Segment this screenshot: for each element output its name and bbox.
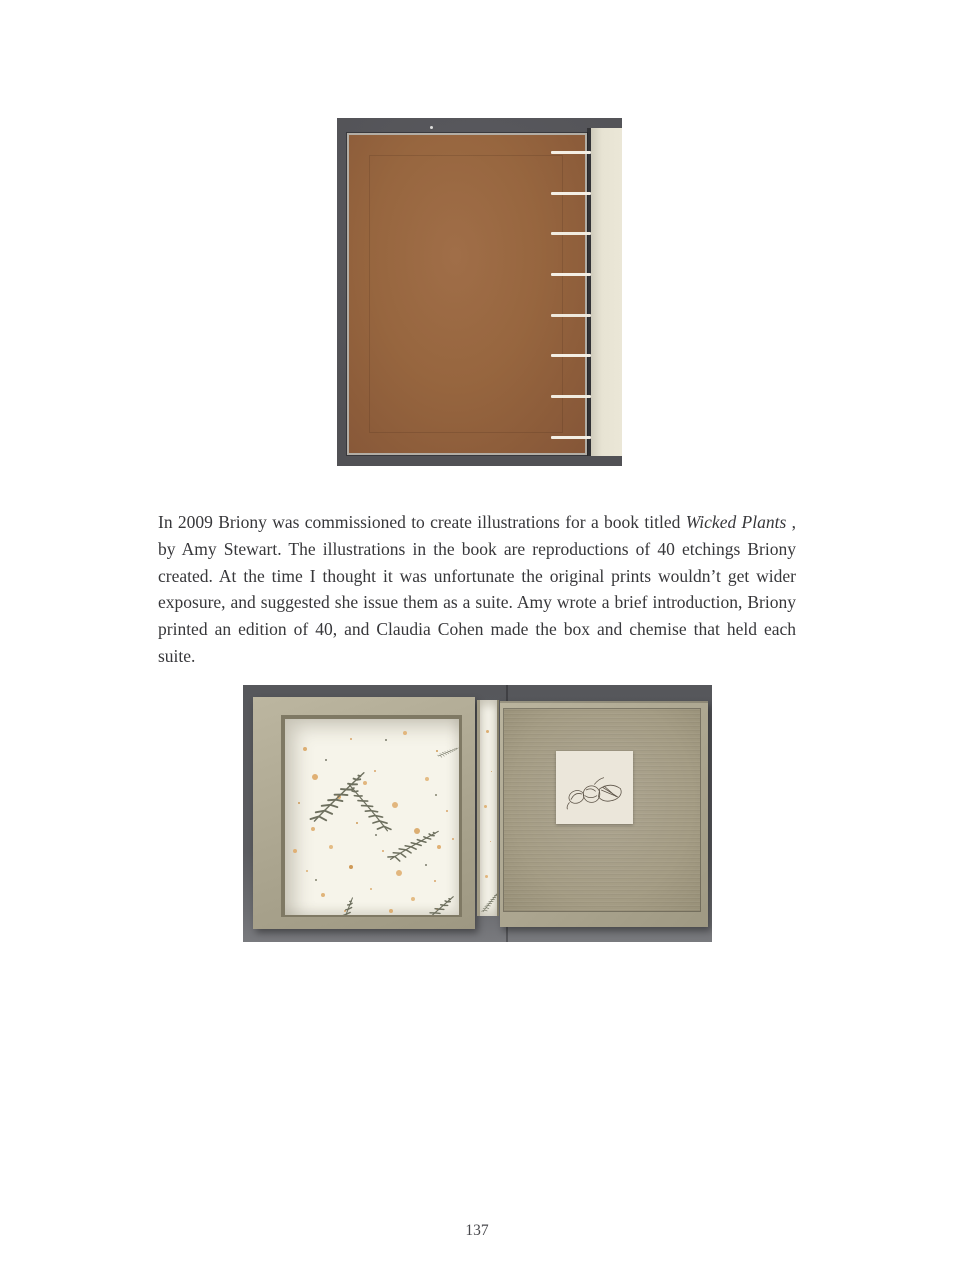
book-cover-leather xyxy=(349,135,585,453)
box-base xyxy=(500,701,708,927)
figure-book-binding xyxy=(337,118,622,466)
paper-flecks xyxy=(285,719,287,721)
book-page-edge xyxy=(591,128,622,456)
etching-label xyxy=(556,751,633,824)
book-cover-board-edge xyxy=(347,133,587,455)
page-number: 137 xyxy=(465,1222,489,1239)
fern-leaf-graphic xyxy=(436,738,459,765)
strip-specks xyxy=(480,700,483,703)
paragraph-part2: , by Amy Stewart. The illustrations in the book are reproductions of 40 etchings Briony created. At the time I thought it was unfortunate the original prints wouldn’t get wider exposure, and suggested she issue them as a suite. Amy wrote a brief introduction, Briony printed an edition of 40, and Claudia Cohen made the box and chemise that held each suite. xyxy=(158,512,796,666)
paragraph-part1: In 2009 Briony was commissioned to create illustrations for a book titled xyxy=(158,512,686,532)
sewing-tapes xyxy=(551,151,591,154)
italic-book-title: Wicked Plants xyxy=(685,512,787,532)
box-lid xyxy=(253,697,475,929)
patterned-paper-strip xyxy=(477,700,499,916)
figure-box-chemise xyxy=(243,685,712,942)
body-paragraph xyxy=(158,509,796,670)
dust-speck xyxy=(430,126,433,129)
chemise-cover xyxy=(504,709,700,911)
fern-leaf-graphic xyxy=(480,889,499,916)
fern-leaf-graphic xyxy=(405,881,459,915)
fern-patterned-paper xyxy=(285,719,459,915)
etching-graphic xyxy=(564,769,626,811)
fern-leaf-graphic xyxy=(322,892,369,915)
